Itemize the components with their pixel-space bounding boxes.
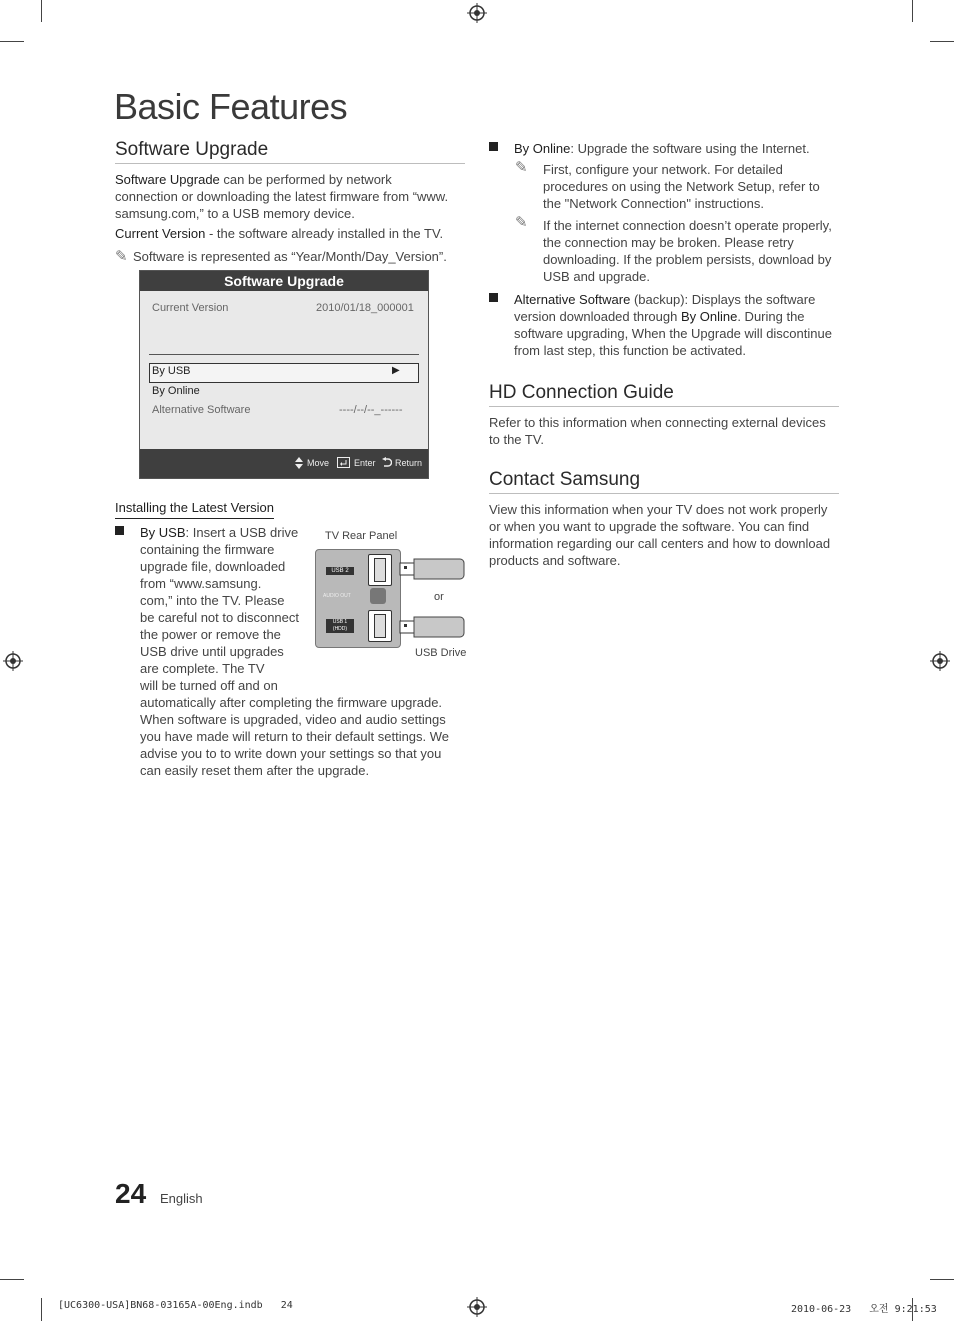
footer-file-info: [UC6300-USA]BN68-03165A-00Eng.indb 24 — [58, 1300, 293, 1311]
by-online-note-connection: If the internet connection doesn’t operate properly, the connection may be broken. Please retry downloading. If the problem persists, download by USB and upgrade. — [543, 218, 832, 284]
usb-port-top — [368, 554, 392, 586]
bullet-icon — [115, 526, 124, 535]
note-icon: ✎ — [115, 248, 128, 265]
registration-mark-icon — [467, 3, 487, 23]
alternative-software-text: Alternative Software (backup): Displays the software version downloaded through By Online. During the software upgrading, When the Upgrade will discontinue from last step, this function be activated. — [514, 292, 832, 358]
enter-icon — [337, 457, 350, 468]
crop-mark — [0, 41, 24, 42]
term-alternative-software: Alternative Software — [514, 292, 631, 307]
registration-mark-icon — [467, 1297, 487, 1317]
crop-mark — [41, 0, 42, 22]
osd-enter-label: Enter — [354, 458, 376, 468]
contact-samsung-text: View this information when your TV does not work properly or when you want to upgrade the software. You can find information regarding our call centers and how to download products and software. — [489, 502, 831, 568]
version-format-note: Software is represented as “Year/Month/Day_Version”. — [133, 249, 447, 264]
crop-mark — [930, 1279, 954, 1280]
bullet-icon — [489, 142, 498, 151]
by-online-text: By Online: Upgrade the software using the Internet. — [514, 141, 810, 156]
osd-current-version-value: 2010/01/18_000001 — [316, 302, 414, 314]
osd-title: Software Upgrade — [140, 271, 428, 291]
osd-current-version-label: Current Version — [152, 302, 229, 314]
move-icon — [295, 457, 303, 469]
term-software-upgrade: Software Upgrade — [115, 172, 220, 187]
usb2-port-label: USB 2 — [326, 567, 354, 575]
osd-alternative-software-value: ----/--/--_------ — [339, 404, 403, 416]
osd-item-by-usb-label: By USB — [152, 365, 191, 377]
term-by-usb: By USB — [140, 525, 186, 540]
audio-jack — [370, 588, 386, 604]
section-heading-software-upgrade: Software Upgrade — [115, 139, 465, 164]
software-upgrade-intro: Software Upgrade can be performed by network connection or downloading the latest firmware from “www. samsung.com,” to a USB memory device. Current Version - the software already installed in the TV. ✎ Software is represented as “Year/Month/Day_Version”. — [115, 172, 449, 265]
page-title: Basic Features — [114, 86, 348, 127]
note-icon: ✎ — [515, 159, 528, 176]
page-number: 24 — [115, 1178, 147, 1209]
footer-timestamp: 2010-06-23 오전 9:21:53 — [791, 1304, 937, 1315]
osd-item-by-online[interactable]: By Online — [152, 385, 200, 397]
crop-mark — [930, 41, 954, 42]
page-language: English — [160, 1191, 203, 1206]
registration-mark-icon — [3, 651, 23, 671]
term-by-online: By Online — [514, 141, 571, 156]
usb1-port-label: USB 1 (HDD) — [326, 619, 354, 633]
usb-drive-label: USB Drive — [415, 647, 467, 659]
tv-rear-panel-label: TV Rear Panel — [325, 530, 398, 542]
osd-divider — [149, 354, 419, 355]
or-label: or — [434, 591, 444, 603]
usb-drive-icon — [398, 557, 466, 641]
crop-mark — [0, 1279, 24, 1280]
note-icon: ✎ — [515, 214, 528, 231]
section-heading-contact-samsung: Contact Samsung — [489, 469, 839, 494]
return-icon — [382, 457, 392, 468]
by-online-note-network: First, configure your network. For detailed procedures on using the Network Setup, refer to the "Network Connection" instructions. — [543, 162, 820, 211]
install-by-usb-text: By USB: Insert a USB drive containing the firmware upgrade file, downloaded from “www.samsung. com,” into the TV. Please be careful not to disconnect the power or remove the USB drive until upgrades are complete. The TV will be turned off and on automatically after completing the firmware upgrade. When software is upgraded, video and audio settings you have made will return to their default settings. We advise you to to write down your settings so that you can easily reset them after the upgrade. — [140, 525, 450, 778]
bullet-icon — [489, 293, 498, 302]
tv-rear-panel-illustration — [315, 549, 401, 648]
arrow-right-icon: ▶ — [392, 365, 400, 376]
crop-mark — [912, 0, 913, 22]
section-heading-hd-connection-guide: HD Connection Guide — [489, 382, 839, 407]
osd-footer — [140, 449, 428, 478]
osd-move-label: Move — [307, 458, 330, 468]
osd-return-label: Return — [395, 458, 423, 468]
installing-latest-version-subheading: Installing the Latest Version — [115, 499, 274, 519]
crop-mark — [41, 1298, 42, 1321]
osd-item-alternative-software[interactable]: Alternative Software — [152, 404, 251, 416]
hd-connection-guide-text: Refer to this information when connecting external devices to the TV. — [489, 415, 826, 447]
software-upgrade-osd — [139, 270, 429, 479]
audio-out-label: AUDIO OUT — [323, 593, 351, 599]
registration-mark-icon — [930, 651, 950, 671]
usb-port-bottom — [368, 610, 392, 642]
term-current-version: Current Version — [115, 226, 206, 241]
